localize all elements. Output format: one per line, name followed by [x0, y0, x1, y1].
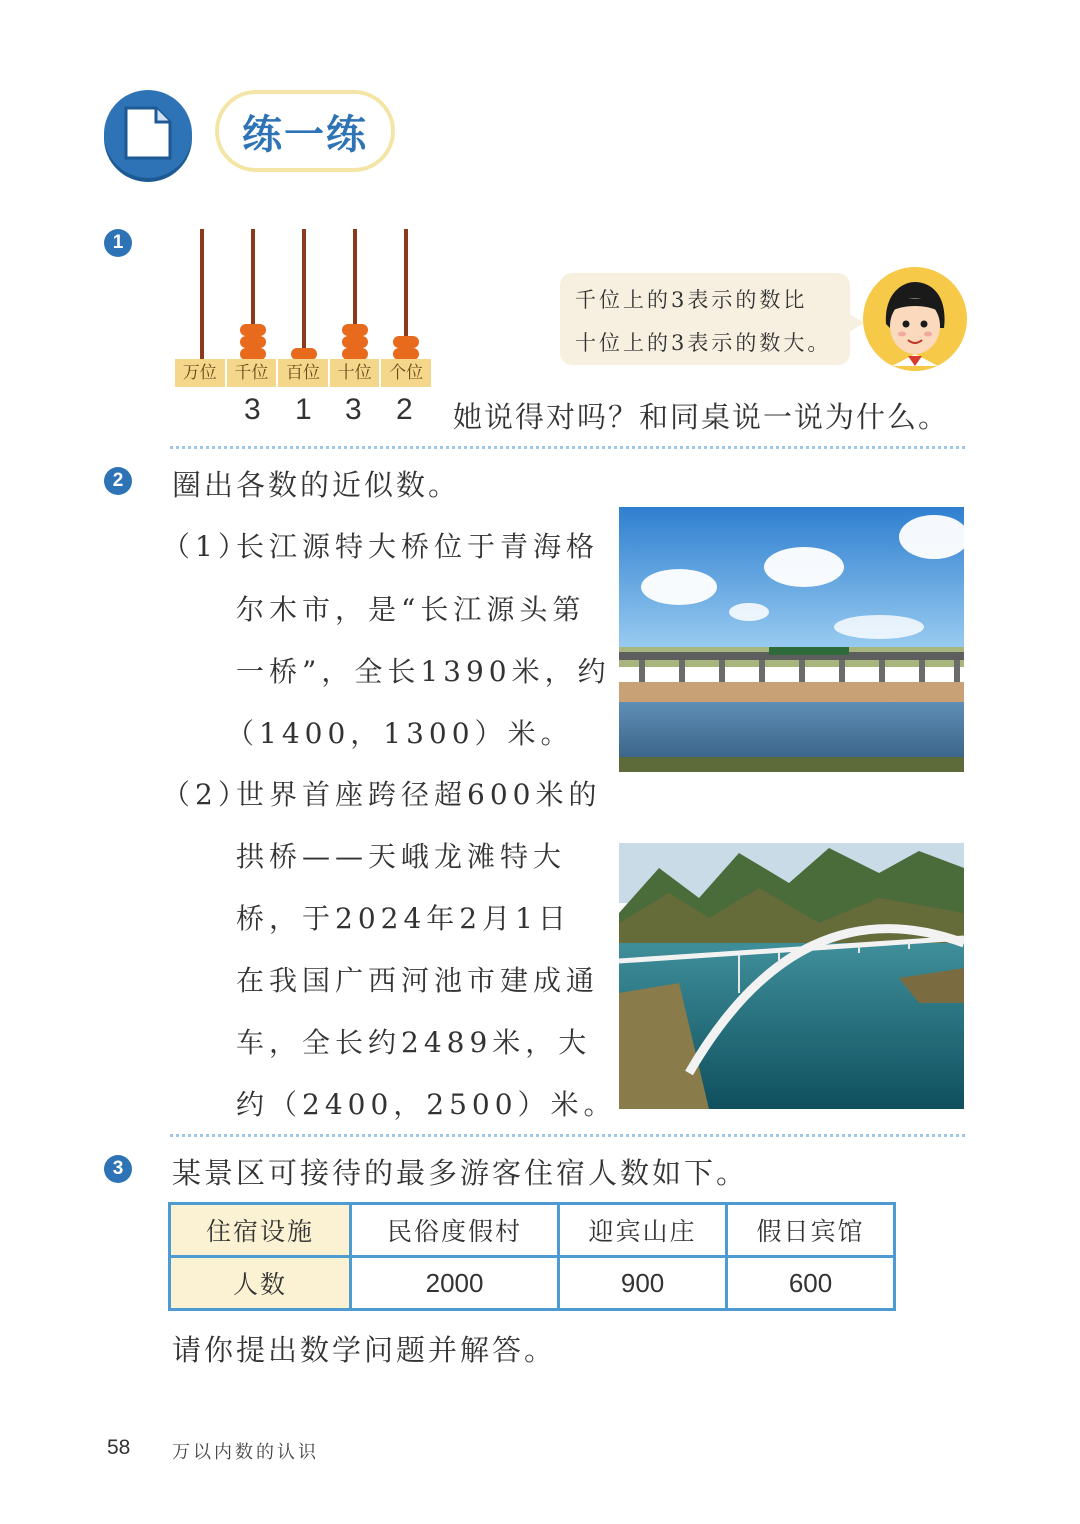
place-label: 十位	[330, 359, 382, 387]
table-row-header: 住宿设施	[170, 1204, 351, 1257]
item-label: （1）	[162, 530, 251, 563]
place-label: 千位	[227, 359, 279, 387]
table-column-header: 迎宾山庄	[559, 1204, 727, 1257]
section-title: 练一练	[242, 111, 368, 158]
item-line: 拱桥——天峨龙滩特大	[236, 840, 567, 873]
item-line: 在我国广西河池市建成通	[236, 964, 600, 997]
place-label: 百位	[278, 359, 330, 387]
digit: 3	[244, 393, 261, 426]
place-value-labels	[175, 359, 431, 387]
q1-question: 她说得对吗？和同桌说一说为什么。	[453, 400, 950, 434]
bridge-photo-1	[619, 507, 964, 772]
table-row-header: 人数	[170, 1257, 351, 1310]
question-number-1: 1	[104, 229, 132, 257]
table-row	[170, 1204, 895, 1257]
bead	[342, 336, 368, 348]
table-column-header: 民俗度假村	[351, 1204, 559, 1257]
q3-ask: 请你提出数学问题并解答。	[172, 1333, 557, 1367]
table-column-header: 假日宾馆	[727, 1204, 895, 1257]
rod-hundreds	[302, 229, 306, 359]
place-label: 万位	[175, 359, 227, 387]
item-line: 一桥”，全长1390米，约	[236, 655, 611, 688]
page-number: 58	[107, 1436, 131, 1459]
divider	[170, 446, 965, 449]
divider	[170, 1134, 965, 1137]
rod-ones	[404, 229, 408, 359]
speech-line: 十位上的3表示的数大。	[575, 331, 832, 355]
digit: 3	[345, 393, 362, 426]
question-number-3: 3	[104, 1155, 132, 1183]
rod-thousands	[251, 229, 255, 359]
bridge-photo-2	[619, 843, 964, 1109]
bead	[240, 336, 266, 348]
item-line: 世界首座跨径超600米的	[236, 778, 602, 811]
digit: 1	[295, 393, 312, 426]
section-title-pill	[215, 90, 395, 172]
table-cell: 2000	[351, 1257, 559, 1310]
rod-ten-thousands	[200, 229, 204, 359]
lodging-table	[168, 1202, 896, 1311]
bead	[240, 324, 266, 336]
question-number-2: 2	[104, 467, 132, 495]
table-row	[170, 1257, 895, 1310]
item-line: 桥，于2024年2月1日	[236, 902, 571, 935]
item-line: 尔木市，是“长江源头第	[236, 593, 586, 626]
q2-prompt: 圈出各数的近似数。	[172, 468, 461, 502]
q3-prompt: 某景区可接待的最多游客住宿人数如下。	[172, 1156, 749, 1190]
table-cell: 900	[559, 1257, 727, 1310]
item-label: （2）	[162, 778, 251, 811]
bead	[342, 324, 368, 336]
item-line: 车，全长约2489米，大	[236, 1026, 592, 1059]
digit: 2	[396, 393, 413, 426]
girl-avatar	[862, 266, 968, 376]
item-line: （1400，1300）米。	[226, 717, 574, 750]
exercise-icon	[104, 90, 192, 178]
speech-line: 千位上的3表示的数比	[575, 288, 808, 312]
place-label: 个位	[389, 363, 424, 383]
item-line: 长江源特大桥位于青海格	[236, 530, 600, 563]
table-cell: 600	[727, 1257, 895, 1310]
bead	[393, 336, 419, 348]
item-line: 约（2400，2500）米。	[236, 1088, 617, 1121]
rod-tens	[353, 229, 357, 359]
chapter-title: 万以内数的认识	[172, 1442, 319, 1463]
